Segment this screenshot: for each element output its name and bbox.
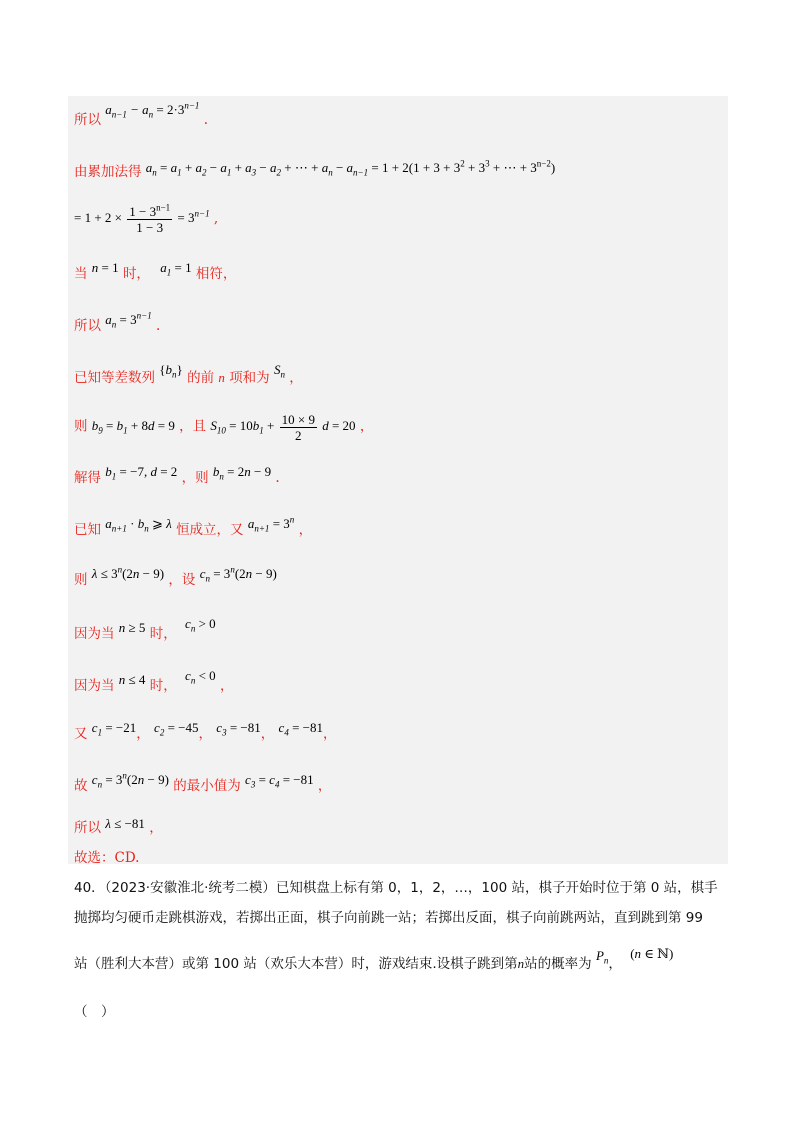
punct: ， [608,956,622,972]
punct: ， [219,678,234,694]
text: 所以 [74,820,101,836]
answer-parens: （ ） [74,1004,115,1020]
punct: . [203,112,208,128]
question-text: （2023·安徽淮北·统考二模）已知棋盘上标有第 0，1，2，…，100 站，棋子开始时位于第 0 站，棋手 [104,880,718,896]
solution-line-12 [74,668,234,694]
fraction: $\frac{1 - 3^{n-1}}{1 - 3}$ [129,202,171,235]
math-expr: $a_n = a_1 + a_2 - a_1 + a_3 - a_2$ + ⋯ + $a_n - a_{n-1} = 1 + 2(1 + 3 + 3^2 + 3^3$ + ⋯ + $3^{n-2}$) [145,158,556,178]
solution-line-11 [74,616,216,642]
solution-line-9 [74,514,313,538]
question-text: 抛掷均匀硬币走跳棋游戏，若掷出正面，棋子向前跳一站；若掷出反面，棋子向前跳两站，直到跳到第 99 [74,910,703,926]
text-n: n [218,370,225,385]
punct: ， [289,370,303,386]
punct: ， [198,726,212,742]
question-line-4 [74,1000,115,1020]
text: 的最小值为 [173,778,241,794]
math-expr: $a_n = 3^{n-1}$ [105,310,152,330]
punct: ， [298,522,313,538]
punct: . [275,470,280,486]
text: 的前 [187,370,215,386]
math-expr: $b_9 = b_1 + 8d = 9$ [91,418,175,437]
math-expr: λ ≤ −81 [105,816,145,831]
math-expr: $S_n$ [273,362,285,380]
math-expr: $c_n = 3^n(2n - 9)$ [91,770,169,790]
math-expr: $c_4 = -81$ [278,720,323,738]
text: 则 [74,418,88,435]
solution-line-8 [74,466,280,486]
math-expr: $c_1 = -21$ [91,720,137,738]
punct: ， [317,778,332,794]
text: 所以 [74,318,101,334]
punct: ， [260,726,275,742]
math-expr: $\{b_n\}$ [159,362,183,380]
solution-line-7 [74,412,373,443]
text: 所以 [74,112,101,128]
answer-text: 故选：CD. [74,850,140,866]
math-expr: $a_{n+1} = 3^n$ [247,514,295,534]
text: 故 [74,778,88,794]
math-expr: $c_n > 0$ [185,616,216,634]
question-number: 40． [74,880,105,896]
text: 解得 [74,470,101,486]
solution-line-16 [74,846,139,866]
text: ，则 [181,470,209,486]
math-expr: $c_n = 3^n(2n - 9)$ [199,564,277,584]
math-expr: $a_1 = 1$ [160,260,192,278]
text: 因为当 [74,626,115,642]
text: ，设 [168,572,196,588]
punct: ， [323,726,337,742]
text: 已知 [74,522,101,538]
punct: , [213,210,219,227]
math-expr: $b_n = 2n - 9$ [212,464,272,482]
text: 当 [74,266,88,282]
text: 时， [149,678,177,694]
solution-line-4 [74,262,236,282]
question-text: 站的概率为 [524,956,592,972]
solution-line-13 [74,722,337,742]
punct: ， [136,726,150,742]
punct: ， [149,820,163,836]
text: 因为当 [74,678,115,694]
text: 相符， [195,266,237,282]
text: 恒成立，又 [176,522,244,538]
question-line-3 [74,946,674,972]
solution-line-6 [74,362,303,386]
math-expr: = 1 + 2 × $\frac{1 - 3^{n-1}}{1 - 3}$ = $3^{n-1}$ [74,202,210,235]
solution-line-15 [74,816,163,836]
text: ，且 [179,418,207,435]
punct: ， [359,418,374,435]
text: 则 [74,572,88,588]
text-n: n [517,956,525,971]
solution-line-14 [74,770,332,794]
text: 又 [74,726,88,742]
question-line-1 [74,876,718,896]
fraction: $\frac{10 \times 9}{2}$ [281,412,315,443]
math-expr: $c_2 = -45$ [154,720,199,738]
solution-line-10 [74,564,277,588]
text: 由累加法得 [74,164,142,180]
text: 时， [149,626,177,642]
text: 已知等差数列 [74,370,155,386]
punct: . [156,318,161,334]
math-expr: $P_n$ [595,948,609,966]
math-expr: $b_1 = -7$, d = 2 [105,464,178,482]
solution-line-1 [74,100,208,128]
math-expr: $S_{10} = 10b_1$ + $\frac{10 \times 9}{2}$ d = 20 [210,412,356,443]
math-expr: n ≤ 4 [118,672,146,687]
math-expr: $c_3 = c_4 = -81$ [245,772,314,790]
text: 项和为 [229,370,270,386]
math-expr: $c_3 = -81$ [216,720,261,738]
math-expr: n ≥ 5 [118,620,146,635]
question-text: 站（胜利大本营）或第 100 站（欢乐大本营）时，游戏结束.设棋子跳到第 [74,956,518,972]
question-line-2 [74,906,703,926]
math-expr: $\lambda \le 3^n(2n - 9)$ [91,564,165,581]
solution-line-3 [74,204,218,235]
text: 时， [122,266,150,282]
math-expr: $c_n < 0$ [185,668,216,686]
math-expr: (n ∈ ℕ) [630,946,674,961]
solution-line-5 [74,310,161,334]
math-expr: n = 1 [91,260,119,275]
solution-line-2 [74,160,555,180]
math-expr: $a_{n+1} \cdot b_n$ ⩾ λ [105,516,172,534]
math-expr: $a_{n-1} - a_n = 2\cdot 3^{n-1}$ [105,100,200,120]
